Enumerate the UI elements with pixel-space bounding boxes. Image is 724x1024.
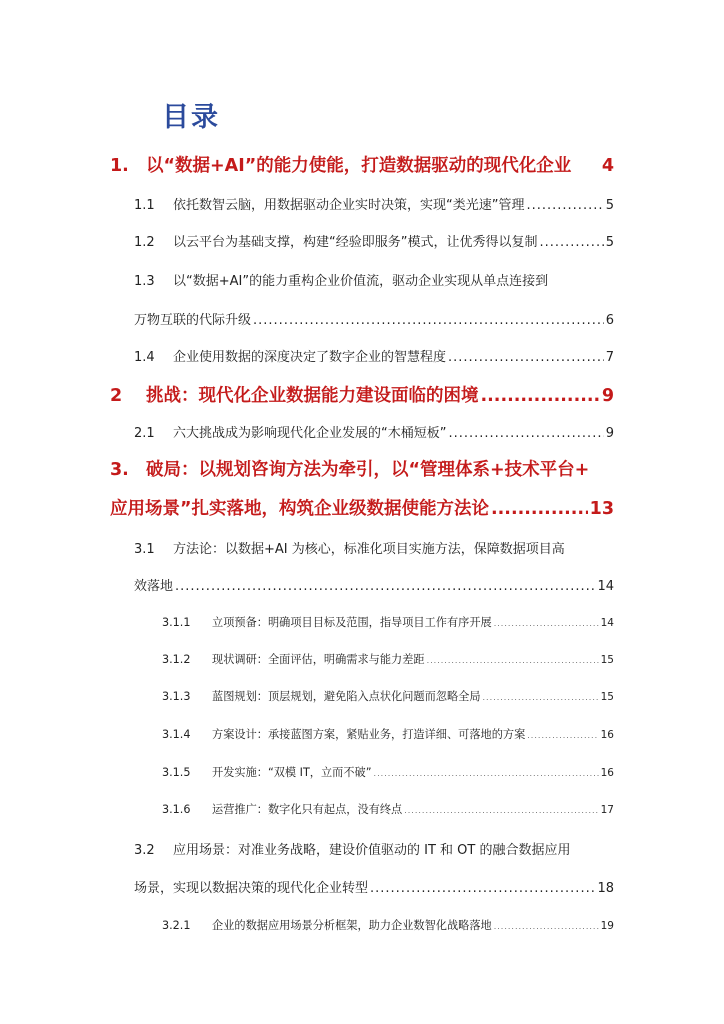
toc-entry-3-1-3[interactable] xyxy=(162,688,614,704)
toc-entry-number: 3.1.3 xyxy=(162,690,191,703)
toc-entry-text: 方案设计：承接蓝图方案，紧贴业务，打造详细、可落地的方案 xyxy=(212,728,526,741)
toc-entry-3-1-4[interactable] xyxy=(162,726,614,742)
toc-entry-number: 3.1.1 xyxy=(162,616,191,629)
toc-entry-number: 3.1.5 xyxy=(162,766,191,779)
toc-leader-dots xyxy=(448,350,604,365)
toc-entry-1-2[interactable] xyxy=(134,231,614,250)
toc-entry-3-1-cont[interactable] xyxy=(134,575,614,594)
toc-entry-text-cont: 万物互联的代际升级 xyxy=(134,313,252,328)
toc-entry-page: 16 xyxy=(600,729,614,741)
toc-entry-page: 9 xyxy=(601,386,614,406)
toc-entry-1[interactable] xyxy=(110,152,614,177)
toc-entry-page: 5 xyxy=(605,235,614,250)
toc-entry-number: 3.1.6 xyxy=(162,803,191,816)
toc-entry-3-2[interactable] xyxy=(134,839,614,858)
toc-entry-page: 19 xyxy=(600,920,614,932)
toc-entry-page: 17 xyxy=(600,804,614,816)
toc-entry-text: 六大挑战成为影响现代化企业发展的“木桶短板” xyxy=(173,426,447,441)
toc-entry-3-1-1[interactable] xyxy=(162,614,614,630)
toc-entry-2-1[interactable] xyxy=(134,422,614,441)
toc-entry-page: 5 xyxy=(605,198,614,213)
toc-leader-dots xyxy=(374,769,599,778)
toc-entry-text: 挑战：现代化企业数据能力建设面临的困境 xyxy=(146,386,479,406)
toc-leader-dots xyxy=(427,656,599,665)
toc-entry-text: 应用场景：对准业务战略，建设价值驱动的 IT 和 OT 的融合数据应用 xyxy=(173,843,571,858)
toc-entry-text-cont: 应用场景”扎实落地，构筑企业级数据使能方法论 xyxy=(110,499,489,519)
toc-entry-1-1[interactable] xyxy=(134,194,614,213)
toc-entry-page: 14 xyxy=(597,579,614,594)
toc-entry-text: 运营推广：数字化只有起点，没有终点 xyxy=(212,803,403,816)
toc-entry-number: 1.4 xyxy=(134,350,155,365)
toc-leader-dots xyxy=(481,386,600,406)
toc-entry-number: 3.2 xyxy=(134,843,155,858)
toc-entry-3-2-cont[interactable] xyxy=(134,877,614,896)
toc-leader-dots xyxy=(527,731,598,740)
toc-entry-text: 破局：以规划咨询方法为牵引，以“管理体系+技术平台+ xyxy=(146,460,590,480)
toc-leader-dots xyxy=(370,881,595,896)
toc-entry-number: 3.1.2 xyxy=(162,653,191,666)
toc-entry-page: 16 xyxy=(600,767,614,779)
toc-leader-dots xyxy=(448,426,603,441)
toc-entry-3-1-2[interactable] xyxy=(162,651,614,667)
toc-entry-3-2-1[interactable] xyxy=(162,917,614,933)
toc-entry-3-1-5[interactable] xyxy=(162,764,614,780)
toc-entry-1-4[interactable] xyxy=(134,346,614,365)
toc-entry-page: 7 xyxy=(605,350,614,365)
toc-leader-dots xyxy=(253,313,604,328)
toc-entry-page: 14 xyxy=(600,617,614,629)
toc-entry-text: 现状调研：全面评估，明确需求与能力差距 xyxy=(212,653,425,666)
toc-entry-3-1-6[interactable] xyxy=(162,801,614,817)
toc-entry-page: 15 xyxy=(600,691,614,703)
toc-entry-text: 以“数据+AI”的能力重构企业价值流，驱动企业实现从单点连接到 xyxy=(173,274,549,289)
toc-entry-text: 开发实施：“双模 IT，立而不破” xyxy=(212,766,372,779)
toc-entry-3-cont[interactable] xyxy=(110,495,614,520)
toc-entry-text: 以云平台为基础支撑，构建“经验即服务”模式，让优秀得以复制 xyxy=(173,235,538,250)
toc-entry-text-cont: 场景，实现以数据决策的现代化企业转型 xyxy=(134,881,369,896)
toc-entry-number: 2 xyxy=(110,386,123,406)
toc-entry-text: 企业使用数据的深度决定了数字企业的智慧程度 xyxy=(173,350,447,365)
toc-leader-dots xyxy=(483,693,599,702)
toc-leader-dots xyxy=(175,579,595,594)
toc-entry-page: 9 xyxy=(605,426,614,441)
toc-entry-text: 蓝图规划：顶层规划，避免陷入点状化问题而忽略全局 xyxy=(212,690,481,703)
toc-entry-page: 13 xyxy=(589,499,614,519)
toc-entry-number: 1.2 xyxy=(134,235,155,250)
toc-entry-number: 1.1 xyxy=(134,198,155,213)
toc-entry-text-cont: 效落地 xyxy=(134,579,174,594)
toc-entry-number: 2.1 xyxy=(134,426,155,441)
toc-entry-text: 企业的数据应用场景分析框架，助力企业数智化战略落地 xyxy=(212,919,492,932)
toc-entry-page: 6 xyxy=(605,313,614,328)
toc-leader-dots xyxy=(494,619,599,628)
toc-entry-1-3-cont[interactable] xyxy=(134,309,614,328)
toc-entry-text: 立项预备：明确项目目标及范围，指导项目工作有序开展 xyxy=(212,616,492,629)
toc-leader-dots xyxy=(526,198,603,213)
toc-entry-page: 18 xyxy=(597,881,614,896)
toc-leader-dots xyxy=(494,922,599,931)
toc-entry-2[interactable] xyxy=(110,382,614,407)
toc-entry-number: 1. xyxy=(110,156,129,176)
toc-leader-dots xyxy=(539,235,603,250)
toc-entry-text: 以“数据+AI”的能力使能，打造数据驱动的现代化企业 xyxy=(146,156,572,176)
toc-leader-dots xyxy=(491,499,588,519)
toc-entry-number: 3.1.4 xyxy=(162,728,191,741)
toc-entry-number: 3.2.1 xyxy=(162,919,191,932)
toc-entry-text: 依托数智云脑，用数据驱动企业实时决策，实现“类光速”管理 xyxy=(173,198,525,213)
toc-entry-number: 3. xyxy=(110,460,129,480)
toc-title: 目录 xyxy=(162,102,220,133)
toc-entry-3[interactable] xyxy=(110,456,614,481)
toc-entry-1-3[interactable] xyxy=(134,270,614,289)
toc-entry-3-1[interactable] xyxy=(134,538,614,557)
toc-entry-text: 方法论：以数据+AI 为核心，标准化项目实施方法，保障数据项目高 xyxy=(173,542,565,557)
toc-entry-page: 4 xyxy=(601,156,614,176)
toc-entry-page: 15 xyxy=(600,654,614,666)
toc-entry-number: 1.3 xyxy=(134,274,155,289)
toc-entry-number: 3.1 xyxy=(134,542,155,557)
toc-leader-dots xyxy=(404,806,598,815)
